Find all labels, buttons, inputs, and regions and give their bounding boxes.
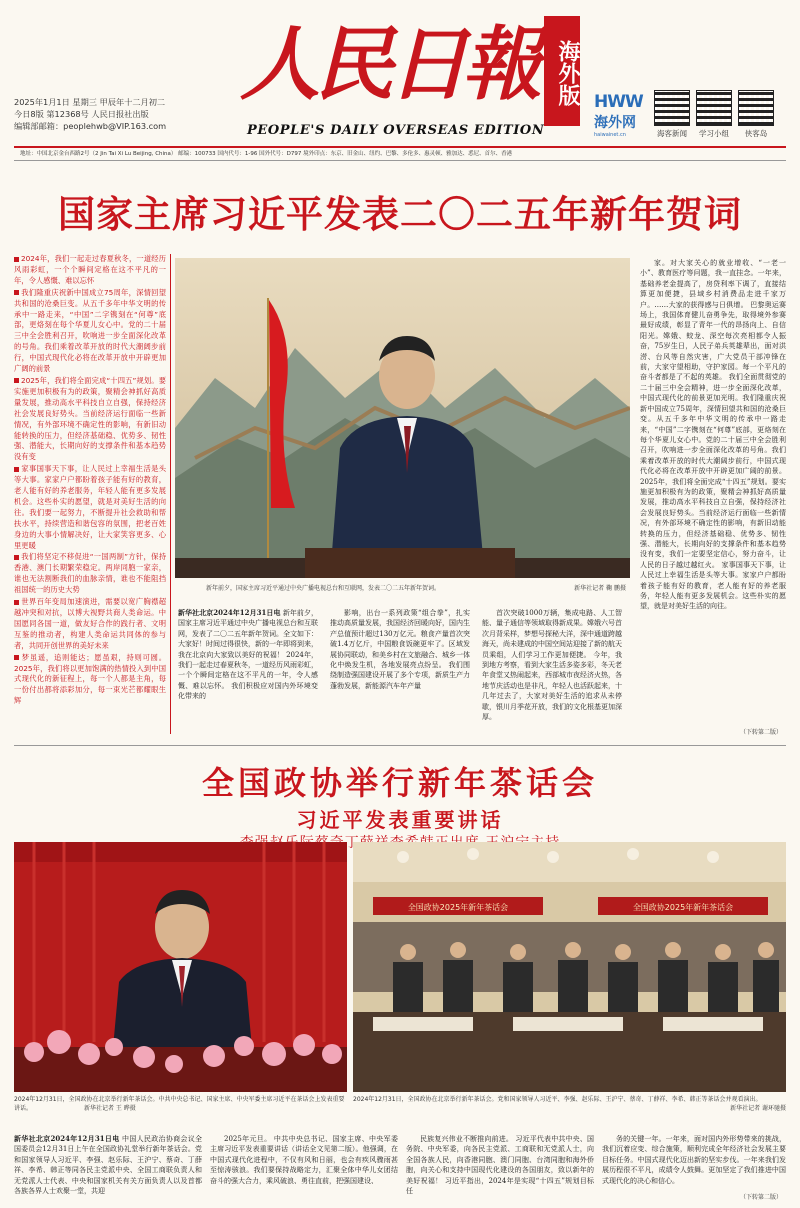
article1-col-a [178,608,318,738]
photo2-caption [14,1096,347,1113]
photo-credit: 新华社记者 谢环驰摄 [730,1104,786,1112]
speech-photo[interactable] [175,258,630,578]
bullet-item: 梦虽遥，追则能达；愿虽艰，持则可圆。2025年，我们将以更加饱满的热情投入到中国式现代化的新征程上，每一个人都是主角，每一份付出都将添彩加分，每一束光芒都耀眼生辉 [14,652,166,706]
haiwainet-logo[interactable] [594,92,644,138]
photo1-caption [206,583,626,592]
photo-credit: 新华社记者 鞠 鹏摄 [574,585,626,592]
article2-col-b [210,1134,398,1200]
article-text: 民族复兴伟业不断推向前进。 习近平代表中共中央、国务院、中央军委，向各民主党派、工商联和无党派人士，向全国各族人民，向香港同胞、澳门同胞、台湾同胞和海外侨胞，向关心和支持中国现代化建设的各国朋友，致以新年的美好祝福！ 习近平指出，2024年是实现“十四五”规划目标任 [406,1135,594,1196]
qr-label: 学习小组 [699,129,729,138]
bullet-item: 我们隆重庆祝新中国成立75周年，深情回望共和国的沧桑巨变。从五千多年中华文明的传承中一路走来，“中国”二字镌刻在“何尊”底部，更烙刻在每个华夏儿女心中。党的二十届三中全会胜利召开，吹响进一步全面深化改革的号角。我们乘着改革开放的时代大潮阔步前行，中国式现代化必将在改革开放中开辟更加广阔的前景 [14,287,166,374]
qr-label: 侠客岛 [744,129,768,138]
article-text: 中国人民政治协商会议全国委员会12月31日上午在全国政协礼堂举行新年茶话会。党和国家领导人习近平、李强、赵乐际、王沪宁、蔡奇、丁薛祥、李希、韩正等同各民主党派中央、全国工商联负责人和无党派人士代表、中央和国家机关有关方面负责人以及首都各族各界人士欢聚一堂，共迎 [14,1135,202,1196]
hall-banner-left: 全国政协2025年新年茶话会 [407,903,509,912]
bullet-item: 家事国事天下事，让人民过上幸福生活是头等大事。家家户户都盼着孩子能有好的教育，老人能有好的养老服务，年轻人能有更多发展机会。这些朴实的愿望，就是对美好生活的向往。我们要一起努力，不断提升社会救助和帮扶水平，持续营造和谐包容的氛围，把老百姓身边的大事小情解决好，让大家笑容更多、心里更暖 [14,464,166,550]
bullet-square-icon [14,655,19,660]
caption-text: 2024年12月31日，全国政协在北京举行新年茶话会。中共中央总书记、国家主席、中央军委主席习近平在茶话会上发表重要讲话。 [14,1096,345,1112]
subheadline-speech: 习近平发表重要讲话 [296,808,504,832]
address-line: 地址：中国北京金台西路2号（2 Jin Tai Xi Lu Beijing, China） 邮编：100733 国内代号：1-96 国外代号：D797 境外印点：东京、旧金山、纽约、巴黎、多伦多、惠灵顿、雅加达、悉尼、首尔、香港 [20,151,513,157]
dateline: 新华社北京2024年12月31日电 [178,608,281,617]
bullet-square-icon [14,378,19,383]
article2-col-c [406,1134,594,1200]
masthead-logo: 人民日報 [240,17,536,111]
bullet-item: 我们将坚定不移促进“一国两制”方针，保持香港、澳门长期繁荣稳定。两岸同胞一家亲，谁也无法割断我们的血脉亲情，谁也不能阻挡祖国统一的历史大势 [14,552,166,595]
speech-photo-illustration [175,258,630,578]
column-divider [170,254,171,734]
english-title: PEOPLE'S DAILY OVERSEAS EDITION [247,123,545,138]
bullet-square-icon [14,555,19,560]
continued-note-2[interactable]: （下转第二版） [740,1194,783,1201]
article-text: 家。对大家关心的就业增收、“一老一小”、教育医疗等问题，我一直挂念。一年来，基础养老金提高了，房贷利率下调了，直接结算更加便捷，县域乡村消费品走进千家万户。……大家的获得感与日俱增。 巴黎奥运赛场上，我国体育健儿奋勇争先，取得境外参赛最好成绩，彰显了青年一代的昂扬向上、自信阳光。嫦娥、蛟龙、深空每次亮相都令人振奋，75岁生日，人民子弟兵英雄辈出，面对洪涝、台风等自然灾害，广大党员干部冲锋在前，大家守望相助，守护家园。每一个平凡的奋斗者都是了不起的英雄。 我们全面贯彻党的二十届三中全会精神，进一步全面深化改革，中国式现代化的前景更加光明。我们隆重庆祝新中国成立75周年，深情回望共和国的沧桑巨变。从五千多年中华文明的传承中一路走来，“中国”二字镌刻在“何尊”底部，更烙刻在每个华夏儿女心中。党的二十届三中全会胜利召开，吹响进一步全面深化改革的号角。我们乘着改革开放的时代大潮阔步前行，中国式现代化必将在改革开放中开辟更加广阔的前景。 2025年，我们将全面完成“十四五”规划。要实施更加积极有为的政策，聚精会神抓好高质量发展，推动高水平科技自立自强，保持经济社会发展良好势头。当前经济运行面临一些新情况，有外部环境不确定性的影响，有新旧动能转换的压力，但经济基础稳、优势多、韧性强、潜能大，长期向好的支撑条件和基本趋势没有变，我们一定要坚定信心，努力奋斗，让人民的日子越过越红火。 家事国事天下事，让人民过上幸福生活是头等大事。家家户户都盼着孩子能有好的教育，老人能有好的养老服务，年轻人能有更多发展机会。这些朴实的愿望，就是对美好生活的向往。 [640,259,786,611]
bullet-item: 2025年，我们将全面完成“十四五”规划。要实施更加积极有为的政策，聚精会神抓好高质量发展，推动高水平科技自立自强，保持经济社会发展良好势头。当前经济运行面临一些新情况，有外部环境不确定性的影响，有新旧动能转换的压力，但经济基础稳、优势多、韧性强、潜能大，长期向好的支撑条件和基本趋势没有变 [14,375,166,462]
hww-name: 海外网 [594,115,636,131]
caption-text: 新年前夕，国家主席习近平通过中央广播电视总台和互联网，发表二〇二五年新年贺词。 [206,585,441,592]
article1-col-b [330,608,470,738]
article2-col-a [14,1134,202,1200]
hww-logo-mark: HWW [594,92,643,112]
bullet-item: 世界百年变局加速演进，需要以宽广胸襟超越冲突和对抗，以博大视野共商人类命运。中国愿同各国一道，做友好合作的践行者、文明互鉴的推动者，构建人类命运共同体的参与者，共同开创世界的美好未来 [14,597,166,650]
bullet-square-icon [14,600,19,605]
article1-col-d [640,258,786,724]
photo3-caption [353,1096,786,1113]
hww-url: haiwainet.cn [594,132,626,138]
bullet-square-icon [14,467,19,472]
caption-text: 2024年12月31日，全国政协在北京举行新年茶话会。党和国家领导人习近平、李强、赵乐际、王沪宁、蔡奇、丁薛祥、李希、韩正等茶话会并观看演出。 [353,1096,762,1103]
divider [14,745,786,746]
article-text: 务的关键一年。一年来，面对国内外形势带来的挑战，我们沉着应变、综合施策，顺利完成全年经济社会发展主要目标任务。中国式现代化迈出新的坚实步伐。一年来我们发展历程很不平凡，成绩令人鼓舞。更加坚定了我们推进中国式现代化的决心和信心。 [602,1135,786,1185]
qr-code-icon [696,90,732,126]
divider [14,160,786,161]
edition-badge: 海外版 [544,16,580,126]
tea-party-speech-photo[interactable] [14,842,347,1092]
qr-code-icon [738,90,774,126]
bullet-square-icon [14,290,19,295]
article1-col-c [482,608,622,738]
article-text: 2025年元旦。 中共中央总书记、国家主席、中央军委主席习近平发表重要讲话（讲话全文见第二版）。他强调，在中国式现代化进程中，不仅有风和日丽，也会有疾风骤雨甚至惊涛骇浪。我们要保持战略定力，汇聚全体中华儿女团结奋斗的强大合力，乘风破浪、勇往直前，把强国建设、 [210,1135,398,1185]
tea-party-hall-photo[interactable] [353,842,786,1092]
qr-label: 海客新闻 [657,129,687,138]
qr-code-3[interactable] [738,90,781,139]
qr-code-icon [654,90,690,126]
date-line: 2025年1月1日 星期三 甲辰年十二月初二 [14,97,166,107]
article-text: 首次突破1000万辆，集成电路、人工智能、量子通信等领域取得新成果。嫦娥六号首次月背采样，梦想号探秘大洋，深中通道跨越海天，尚未建成的中国空间站迎接了新的航天员乘组，人们学习工作更加便捷。 今年，我到地方考察，看到大家生活多姿多彩，冬天老年食堂又热闹起来，西部城市夜经济火热，各地节庆活动也是非凡，年轻人也活跃起来，十几年过去了，大家对美好生活的追求从未停歇，银川月季花开放，我们的文化根基更加深厚。 [482,609,622,722]
hall-banner-right: 全国政协2025年新年茶话会 [632,903,734,912]
photo-credit: 新华社记者 王 晔摄 [83,1104,136,1112]
bullet-item: 2024年，我们一起走过春夏秋冬，一道经历风雨彩虹，一个个瞬间定格在这不平凡的一年，令人感慨、难以忘怀 [14,254,166,285]
summary-bullets [14,254,166,708]
masthead-info [14,96,219,133]
article-text: 新年前夕，国家主席习近平通过中央广播电视总台和互联网，发表了二〇二五年新年贺词。全文如下： 大家好！时间过得很快，新的一年即将到来，我在北京向大家致以美好的祝福！ 2024年，我们一起走过春夏秋冬，一道经历风雨彩虹，一个个瞬间定格在这不平凡的一年，令人感慨、难以忘怀。 我们积极应对国内外环境变化带来的 [178,609,318,701]
masthead-rule [14,146,786,148]
headline-tea-party[interactable]: 全国政协举行新年茶话会 [201,764,598,802]
dateline: 新华社北京2024年12月31日电 [14,1134,120,1143]
headline-new-year-speech[interactable]: 国家主席习近平发表二〇二五年新年贺词 [58,193,742,236]
bullet-square-icon [14,257,19,262]
tea-party-speech-illustration [14,842,347,1092]
issue-line: 今日8版 第12368号 人民日报社出版 [14,109,149,120]
article2-col-d [602,1134,786,1188]
editor-email: 编辑部邮箱：peoplehwb@VIP.163.com [14,121,167,132]
continued-note[interactable]: （下转第二版） [740,729,783,736]
article-text: 影响，出台一系列政策“组合拳”，扎实推动高质量发展，我国经济回暖向好，国内生产总值预计超过130万亿元。粮食产量首次突破1.4万亿斤，中国粮食饭碗更牢了。区域发展协同联动，和美乡村在文旅融合、城乡一体化中焕发生机，各地发展亮点纷呈。 我们围绕制造强国建设开展了多个专项，新质生产力蓬勃发展，新能源汽车年产量 [330,609,470,690]
tea-party-hall-illustration [353,842,786,1092]
